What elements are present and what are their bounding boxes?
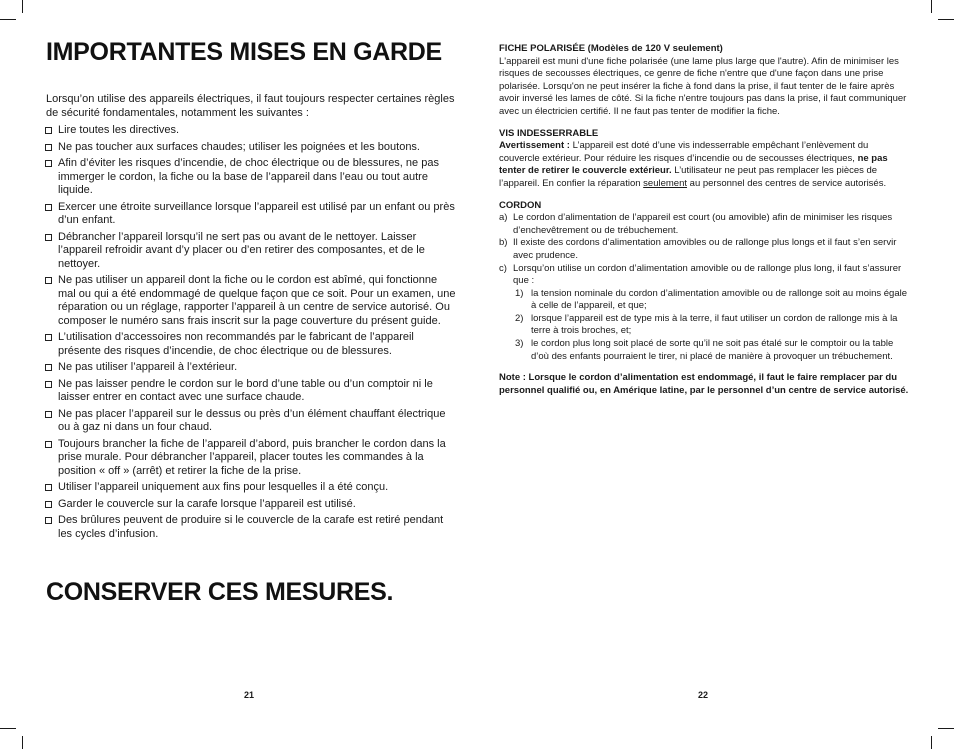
list-item <box>44 514 456 541</box>
list-item-text: L’utilisation d’accessoires non recommandés par le fabricant de l’appareil présente des risques d’incendie, de choc électrique ou de blessures. <box>58 331 414 357</box>
checkbox-bullet-icon <box>45 204 52 211</box>
list-marker: b) <box>499 237 508 249</box>
intro-text: Lorsqu’on utilise des appareils électriques, il faut toujours respecter certaines règles de sécurité fondamentales, notamment les suivantes : <box>46 93 455 119</box>
list-item <box>44 157 456 198</box>
list-marker: a) <box>499 212 508 224</box>
list-item <box>499 212 909 237</box>
checkbox-bullet-icon <box>45 364 52 371</box>
list-item <box>44 361 456 375</box>
body-text: L’utilisateur ne peut pas remplacer les pièces de l’appareil. En confier la réparation <box>499 165 878 189</box>
list-item-text: Ne pas utiliser l’appareil à l’extérieur. <box>58 361 238 373</box>
list-item-text: le cordon plus long soit placé de sorte qu’il ne soit pas étalé sur le comptoir ou la table d’où des enfants pourraient le tirer, ni placé de manière à provoquer un trébuchement. <box>531 338 894 362</box>
list-item-text: Des brûlures peuvent de produire si le couvercle de la carafe est retiré pendant les cycles d’infusion. <box>58 514 444 540</box>
list-item-text: Ne pas placer l’appareil sur le dessus ou près d’un élément chauffant électrique ou à gaz ni dans un four chaud. <box>58 407 446 433</box>
checkbox-bullet-icon <box>45 484 52 491</box>
list-item-text: Garder le couvercle sur la carafe lorsque l’appareil est utilisé. <box>58 497 356 510</box>
save-instructions-title: CONSERVER CES MESURES. <box>46 578 394 606</box>
checkbox-bullet-icon <box>45 501 52 508</box>
body-text: L’appareil est doté d’une vis indesserrable empêchant l’enlèvement du couvercle extérieur. Pour réduire les risques d’incendie ou de secousses électriques, <box>499 140 869 164</box>
section-body <box>499 140 909 190</box>
cord-items <box>499 212 909 288</box>
list-item <box>499 263 909 288</box>
list-item <box>44 481 456 495</box>
list-item <box>499 237 909 262</box>
list-item-text: Lire toutes les directives. <box>58 124 180 136</box>
list-item <box>44 141 456 155</box>
checkbox-bullet-icon <box>45 441 52 448</box>
cord-section <box>499 200 909 364</box>
list-item <box>44 331 456 358</box>
right-column <box>499 43 909 397</box>
tamper-screw-section <box>499 128 909 191</box>
checkbox-bullet-icon <box>45 517 52 524</box>
section-heading: CORDON <box>499 199 542 211</box>
checkbox-bullet-icon <box>45 127 52 134</box>
checkbox-bullet-icon <box>45 234 52 241</box>
section-body: L'appareil est muni d'une fiche polarisée (une lame plus large que l'autre). Afin de minimiser les risques de secousses électriques, ce genre de fiche n'entre que d'une façon dans une prise polarisée. Lorsqu'on ne peut insérer la fiche à fond dans la prise, il faut tenter de le faire après avoir inversé les lames de côté. Si la fiche n'entre toujours pas dans la prise, il faut communiquer avec un électricien certifié. Il ne faut pas tenter de modifier la fiche. <box>499 55 907 117</box>
list-item-text: Ne pas utiliser un appareil dont la fiche ou le cordon est abîmé, qui fonctionne mal ou qui a été endommagé de quelque façon que ce soit. Pour un examen, une réparation ou un réglage, rapporter l’appareil à un centre de service autorisé. Ou composer le numéro sans frais inscrit sur la page couverture du présent guide. <box>58 274 456 327</box>
list-item <box>44 201 456 228</box>
section-heading: VIS INDESSERRABLE <box>499 127 599 139</box>
list-item-text: Le cordon d’alimentation de l’appareil est court (ou amovible) afin de minimiser les risques d’enchevêtrement ou de trébuchement. <box>513 212 893 236</box>
list-marker: 3) <box>515 338 524 350</box>
safeguards-list <box>44 124 456 544</box>
checkbox-bullet-icon <box>45 381 52 388</box>
list-item <box>44 438 456 479</box>
list-item-text: Exercer une étroite surveillance lorsque l’appareil est utilisé par un enfant ou près d’un enfant. <box>58 200 455 226</box>
list-item <box>44 274 456 328</box>
underlined-text: seulement <box>643 177 688 189</box>
list-item <box>44 378 456 405</box>
list-item <box>499 338 909 363</box>
body-bold-text: ne pas tenter de retirer le couvercle extérieur. <box>499 152 888 177</box>
list-item <box>44 231 456 272</box>
list-item-text: Ne pas laisser pendre le cordon sur le bord d’une table ou d’un comptoir ni le laisser entrer en contact avec une surface chaude. <box>58 377 433 403</box>
list-item-text: Débrancher l’appareil lorsqu’il ne sert pas ou avant de le nettoyer. Laisser l’appareil refroidir avant d’y placer ou d’en retirer des composantes, et de le nettoyer. <box>58 230 425 270</box>
list-item <box>499 288 909 313</box>
list-item-text: Toujours brancher la fiche de l’appareil d’abord, puis brancher le cordon dans la prise murale. Pour débrancher l’appareil, placer toutes les commandes à la position « off » (arrêt) et retirer la fiche de la prise. <box>58 437 446 477</box>
section-heading: FICHE POLARISÉE (Modèles de 120 V seulement) <box>499 43 723 54</box>
page-title: IMPORTANTES MISES EN GARDE <box>46 38 442 66</box>
list-item <box>499 313 909 338</box>
list-marker: c) <box>499 262 507 274</box>
checkbox-bullet-icon <box>45 334 52 341</box>
page-number: 22 <box>698 690 709 700</box>
list-item <box>44 498 456 512</box>
list-item-text: Il existe des cordons d’alimentation amovibles ou de rallonge plus longs et il faut s’en servir avec prudence. <box>513 237 897 261</box>
right-page <box>477 0 954 749</box>
list-item-text: Utiliser l’appareil uniquement aux fins pour lesquelles il a été conçu. <box>58 481 389 493</box>
page-number: 21 <box>244 690 255 700</box>
polarized-plug-section <box>499 43 909 119</box>
cord-subitems <box>499 288 909 364</box>
list-item-text: Ne pas toucher aux surfaces chaudes; utiliser les poignées et les boutons. <box>58 140 420 153</box>
list-item-text: Lorsqu’on utilise un cordon d’alimentation amovible ou de rallonge plus long, il faut s’assurer que : <box>513 262 902 287</box>
note-text: Note : Lorsque le cordon d’alimentation est endommagé, il faut le faire remplacer par du personnel qualifié ou, en Amérique latine, par le personnel d’un centre de service autorisé. <box>499 372 909 396</box>
list-item <box>44 408 456 435</box>
list-item-text: la tension nominale du cordon d’alimentation amovible ou de rallonge soit au moins égale à celle de l’appareil, et que; <box>531 287 908 312</box>
checkbox-bullet-icon <box>45 411 52 418</box>
checkbox-bullet-icon <box>45 144 52 151</box>
body-text: au personnel des centres de service autorisés. <box>687 177 887 189</box>
list-marker: 1) <box>515 287 524 299</box>
checkbox-bullet-icon <box>45 277 52 284</box>
list-item <box>44 124 456 138</box>
list-item-text: Afin d’éviter les risques d’incendie, de choc électrique ou de blessures, ne pas immerger le cordon, la fiche ou la base de l’appareil dans l’eau ou tout autre liquide. <box>58 157 439 196</box>
list-marker: 2) <box>515 312 524 324</box>
checkbox-bullet-icon <box>45 160 52 167</box>
list-item-text: lorsque l’appareil est de type mis à la terre, il faut utiliser un cordon de rallonge mis à la terre à trois broches, et; <box>531 312 898 337</box>
warning-lead: Avertissement : <box>499 140 570 152</box>
